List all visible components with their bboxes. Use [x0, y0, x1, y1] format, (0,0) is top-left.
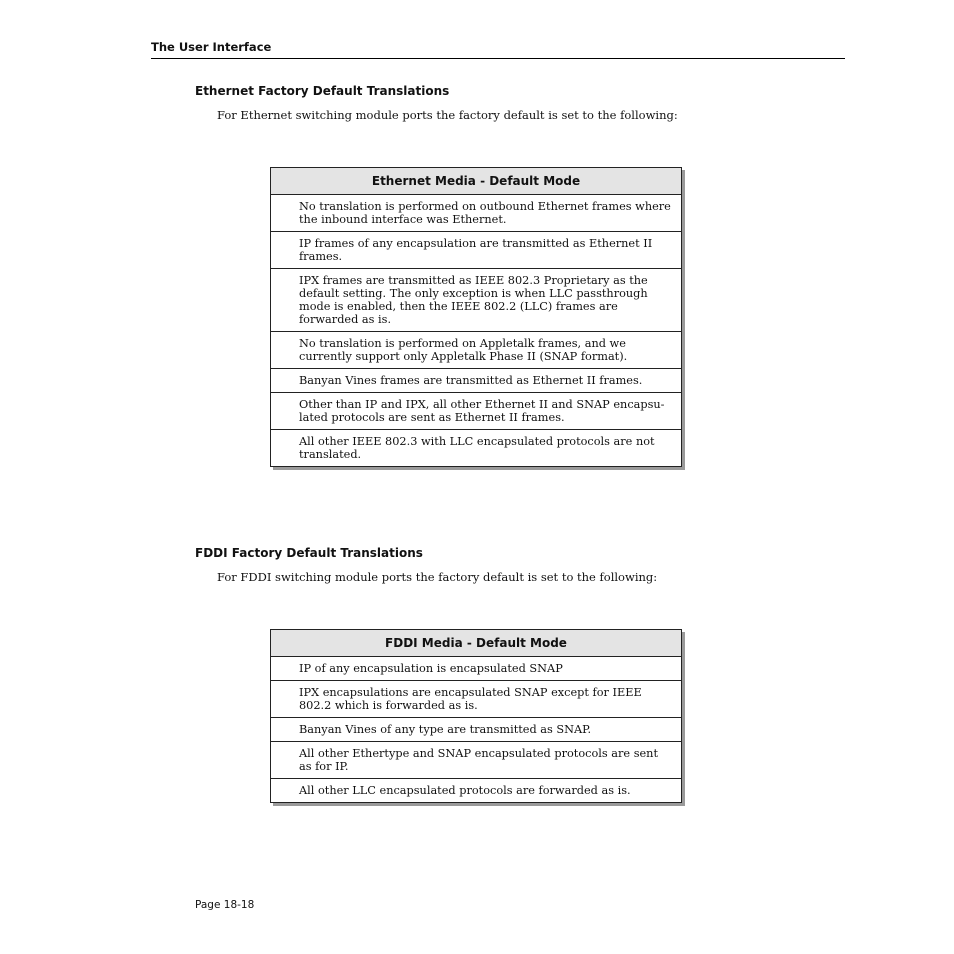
ethernet-intro-text: For Ethernet switching module ports the factory default is set to the following: [217, 108, 678, 122]
ethernet-table-header: Ethernet Media - Default Mode [271, 168, 681, 195]
fddi-default-mode-table [270, 629, 682, 803]
fddi-intro-text: For FDDI switching module ports the factory default is set to the following: [217, 570, 658, 584]
table-row: Banyan Vines of any type are transmitted as SNAP. [271, 718, 681, 742]
table-row: All other LLC encapsulated protocols are forwarded as is. [299, 784, 631, 797]
ethernet-section-heading: Ethernet Factory Default Translations [195, 84, 450, 98]
ethernet-default-mode-table [270, 167, 682, 467]
fddi-section-heading: FDDI Factory Default Translations [195, 546, 423, 560]
table-row: Other than IP and IPX, all other Ethernet II and SNAP encapsu-lated protocols are sent as Ethernet II frames. [271, 393, 681, 430]
page-number: Page 18-18 [195, 899, 255, 911]
table-row: IP frames of any encapsulation are transmitted as Ethernet II frames. [271, 232, 681, 269]
fddi-table-header: FDDI Media - Default Mode [271, 630, 681, 657]
table-row: Banyan Vines frames are transmitted as Ethernet II frames. [271, 369, 681, 393]
running-header: The User Interface [151, 40, 845, 59]
table-row: IP of any encapsulation is encapsulated SNAP [271, 657, 681, 681]
table-row: All other Ethertype and SNAP encapsulated protocols are sent as for IP. [271, 742, 681, 779]
table-row: IPX encapsulations are encapsulated SNAP except for IEEE 802.2 which is forwarded as is. [271, 681, 681, 718]
table-row: IPX frames are transmitted as IEEE 802.3 Proprietary as the default setting. The only exception is when LLC passthrough mode is enabled, then the IEEE 802.2 (LLC) frames are forwarded as is. [271, 269, 681, 332]
table-row: No translation is performed on Appletalk frames, and we currently support only Appletalk Phase II (SNAP format). [271, 332, 681, 369]
table-row: No translation is performed on outbound Ethernet frames where the inbound interface was Ethernet. [271, 195, 681, 232]
table-row: All other IEEE 802.3 with LLC encapsulated protocols are not translated. [299, 435, 655, 461]
